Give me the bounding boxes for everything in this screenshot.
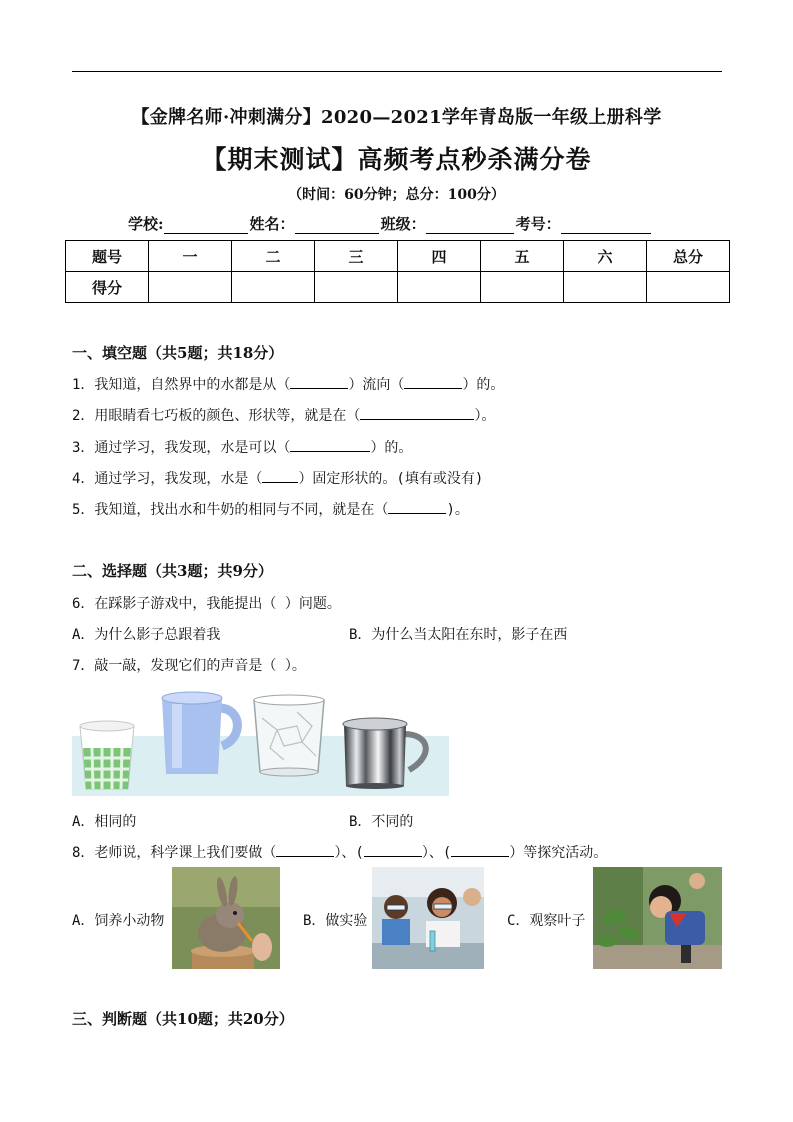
section-2-title: 二、选择题（共3题；共9分） [72, 562, 273, 580]
school-label: 学校: [128, 215, 164, 233]
header-rule [72, 71, 722, 72]
score-table-header-cell: 总分 [647, 241, 730, 272]
score-table [65, 240, 730, 303]
glass-cup-icon [254, 695, 324, 776]
score-cell[interactable] [149, 272, 232, 303]
q4-text-a: 4．通过学习，我发现，水是（ [72, 471, 263, 487]
q8-text-a: 8．老师说，科学课上我们要做（ [72, 845, 277, 861]
question-7-stem: 7．敲一敲，发现它们的声音是（ ）。 [72, 658, 306, 674]
class-field[interactable] [426, 217, 514, 234]
q1-text-a: 1．我知道，自然界中的水都是从（ [72, 377, 291, 393]
q3-blank[interactable] [290, 439, 370, 452]
cups-image [72, 690, 449, 796]
score-table-header-cell: 五 [481, 241, 564, 272]
q1-blank-2[interactable] [404, 376, 462, 389]
question-1 [72, 374, 504, 394]
q1-text-c: ）的。 [462, 377, 505, 393]
question-5 [72, 499, 469, 519]
score-table-header-cell: 题号 [66, 241, 149, 272]
observe-leaves-image [593, 867, 722, 969]
score-row-label: 得分 [66, 272, 149, 303]
q8-blank-1[interactable] [276, 844, 334, 857]
question-8-stem [72, 842, 607, 862]
score-cell[interactable] [232, 272, 315, 303]
q3-text-b: ）的。 [370, 440, 413, 456]
question-2 [72, 405, 495, 425]
name-label: 姓名： [249, 215, 295, 233]
q1-text-b: ）流向（ [348, 377, 405, 393]
class-label: 班级： [380, 215, 426, 233]
score-table-header-cell: 四 [398, 241, 481, 272]
exam-no-field[interactable] [561, 217, 651, 234]
score-cell[interactable] [315, 272, 398, 303]
q4-text-b: ）固定形状的。(填有或没有) [298, 471, 484, 487]
score-table-header-cell: 六 [564, 241, 647, 272]
section-1-title: 一、填空题（共5题；共18分） [72, 344, 284, 362]
score-table-header-row [66, 241, 730, 272]
q8-text-c: ）、( [421, 845, 452, 861]
question-6-option-b[interactable]: B．为什么当太阳在东时，影子在西 [349, 627, 568, 643]
paper-cup-icon [80, 721, 134, 789]
q5-blank[interactable] [388, 501, 446, 514]
question-6-stem: 6．在踩影子游戏中，我能提出（ ）问题。 [72, 596, 341, 612]
question-6-option-a[interactable]: A．为什么影子总跟着我 [72, 627, 221, 643]
q8-text-b: ）、( [334, 845, 364, 861]
q3-text-a: 3．通过学习，我发现，水是可以（ [72, 440, 291, 456]
rabbit-image [172, 867, 280, 969]
score-cell[interactable] [398, 272, 481, 303]
score-table-header-cell: 三 [315, 241, 398, 272]
score-table-header-cell: 二 [232, 241, 315, 272]
q1-blank-1[interactable] [290, 376, 348, 389]
q2-text-b: ）。 [474, 408, 496, 424]
school-field[interactable] [164, 217, 248, 234]
q4-blank[interactable] [262, 470, 298, 483]
q8-blank-2[interactable] [364, 844, 422, 857]
experiment-image [372, 867, 484, 969]
question-7-option-a[interactable]: A．相同的 [72, 814, 137, 830]
student-info-line [128, 213, 653, 234]
score-cell[interactable] [481, 272, 564, 303]
question-7-option-b[interactable]: B．不同的 [349, 814, 414, 830]
q8-blank-3[interactable] [451, 844, 509, 857]
child-left-icon [382, 895, 410, 945]
section-3-title: 三、判断题（共10题；共20分） [72, 1010, 294, 1028]
exam-no-label: 考号： [515, 215, 561, 233]
score-cell[interactable] [647, 272, 730, 303]
q2-blank[interactable] [360, 407, 474, 420]
q5-text-b: )。 [446, 502, 469, 518]
question-3 [72, 437, 412, 457]
question-4 [72, 468, 483, 488]
title-line-1: 【金牌名师·冲刺满分】2020—2021学年青岛版一年级上册科学 [131, 107, 662, 128]
score-cell[interactable] [564, 272, 647, 303]
name-field[interactable] [295, 217, 379, 234]
question-8-option-b[interactable]: B．做实验 [303, 913, 368, 929]
exam-subtitle: （时间：60分钟；总分：100分） [288, 187, 505, 203]
score-table-header-cell: 一 [149, 241, 232, 272]
title-line-2: 【期末测试】高频考点秒杀满分卷 [201, 145, 592, 174]
question-8-option-a[interactable]: A．饲养小动物 [72, 913, 165, 929]
q2-text-a: 2．用眼睛看七巧板的颜色、形状等，就是在（ [72, 408, 361, 424]
q5-text-a: 5．我知道，找出水和牛奶的相同与不同，就是在（ [72, 502, 389, 518]
q8-text-d: ）等探究活动。 [509, 845, 608, 861]
question-8-option-c[interactable]: C．观察叶子 [507, 913, 586, 929]
score-table-score-row [66, 272, 730, 303]
